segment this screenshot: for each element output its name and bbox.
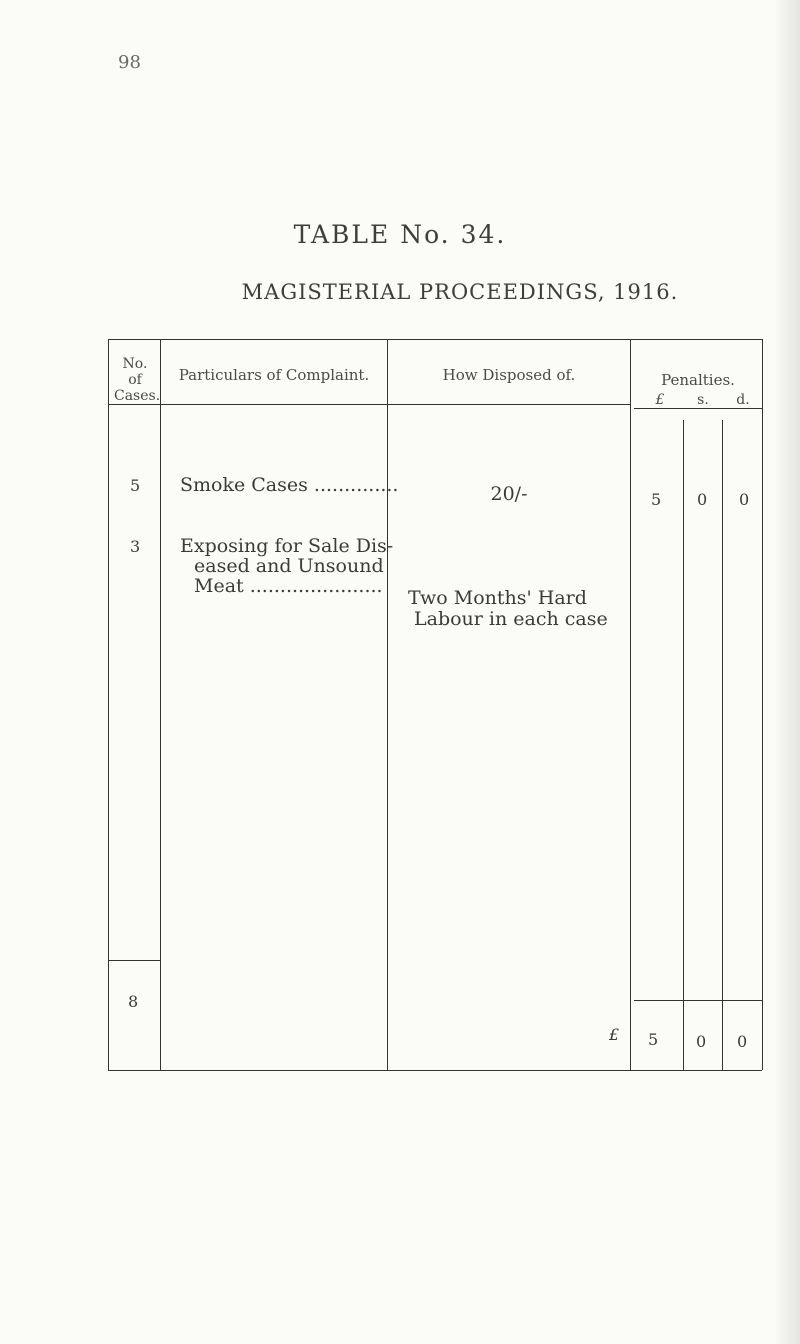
col-line-pounds	[683, 420, 684, 1070]
row1-disposed: 20/-	[490, 483, 528, 505]
total-shillings: 0	[696, 1032, 707, 1051]
header-rule-penalties	[634, 408, 762, 409]
row2-complaint-line3: Meat ......................	[194, 575, 383, 597]
header-pounds: £	[655, 392, 665, 408]
row2-disposed-line1: Two Months' Hard	[408, 587, 587, 609]
col-line-left-edge	[108, 339, 109, 1070]
table-top-border	[108, 339, 762, 340]
header-disposed: How Disposed of.	[442, 366, 576, 384]
row1-pounds: 5	[651, 490, 662, 509]
table-subtitle: MAGISTERIAL PROCEEDINGS, 1916.	[241, 280, 679, 304]
header-penalties: Penalties.	[661, 371, 735, 389]
col-line-shillings	[722, 420, 723, 1070]
total-pounds: 5	[648, 1030, 659, 1049]
header-particulars: Particulars of Complaint.	[178, 366, 370, 384]
header-pence: d.	[736, 392, 750, 408]
col-line-disposed	[630, 339, 631, 1070]
total-rule-cases	[108, 960, 160, 961]
table-title: TABLE No. 34.	[293, 220, 507, 249]
header-shillings: s.	[697, 392, 709, 408]
total-currency-symbol: £	[609, 1025, 620, 1044]
header-no-of-cases: No. of Cases.	[114, 356, 161, 404]
row2-disposed-line2: Labour in each case	[414, 608, 608, 630]
row2-complaint-line1: Exposing for Sale Dis-	[180, 535, 394, 557]
scan-edge-shadow	[774, 0, 800, 1344]
col-line-particulars	[387, 339, 388, 1070]
total-cases: 8	[128, 992, 139, 1011]
row2-complaint-line2: eased and Unsound	[194, 555, 384, 577]
table-bottom-border	[108, 1070, 762, 1071]
page-number: 98	[118, 52, 141, 73]
total-rule-penalties	[634, 1000, 762, 1001]
row2-cases: 3	[130, 537, 141, 556]
row1-complaint: Smoke Cases ..............	[180, 474, 399, 496]
row1-shillings: 0	[697, 490, 708, 509]
col-line-right-edge	[762, 339, 763, 1070]
row1-pence: 0	[739, 490, 750, 509]
header-rule-left	[108, 404, 630, 405]
col-line-cases	[160, 339, 161, 1070]
total-pence: 0	[737, 1032, 748, 1051]
row1-cases: 5	[130, 476, 141, 495]
